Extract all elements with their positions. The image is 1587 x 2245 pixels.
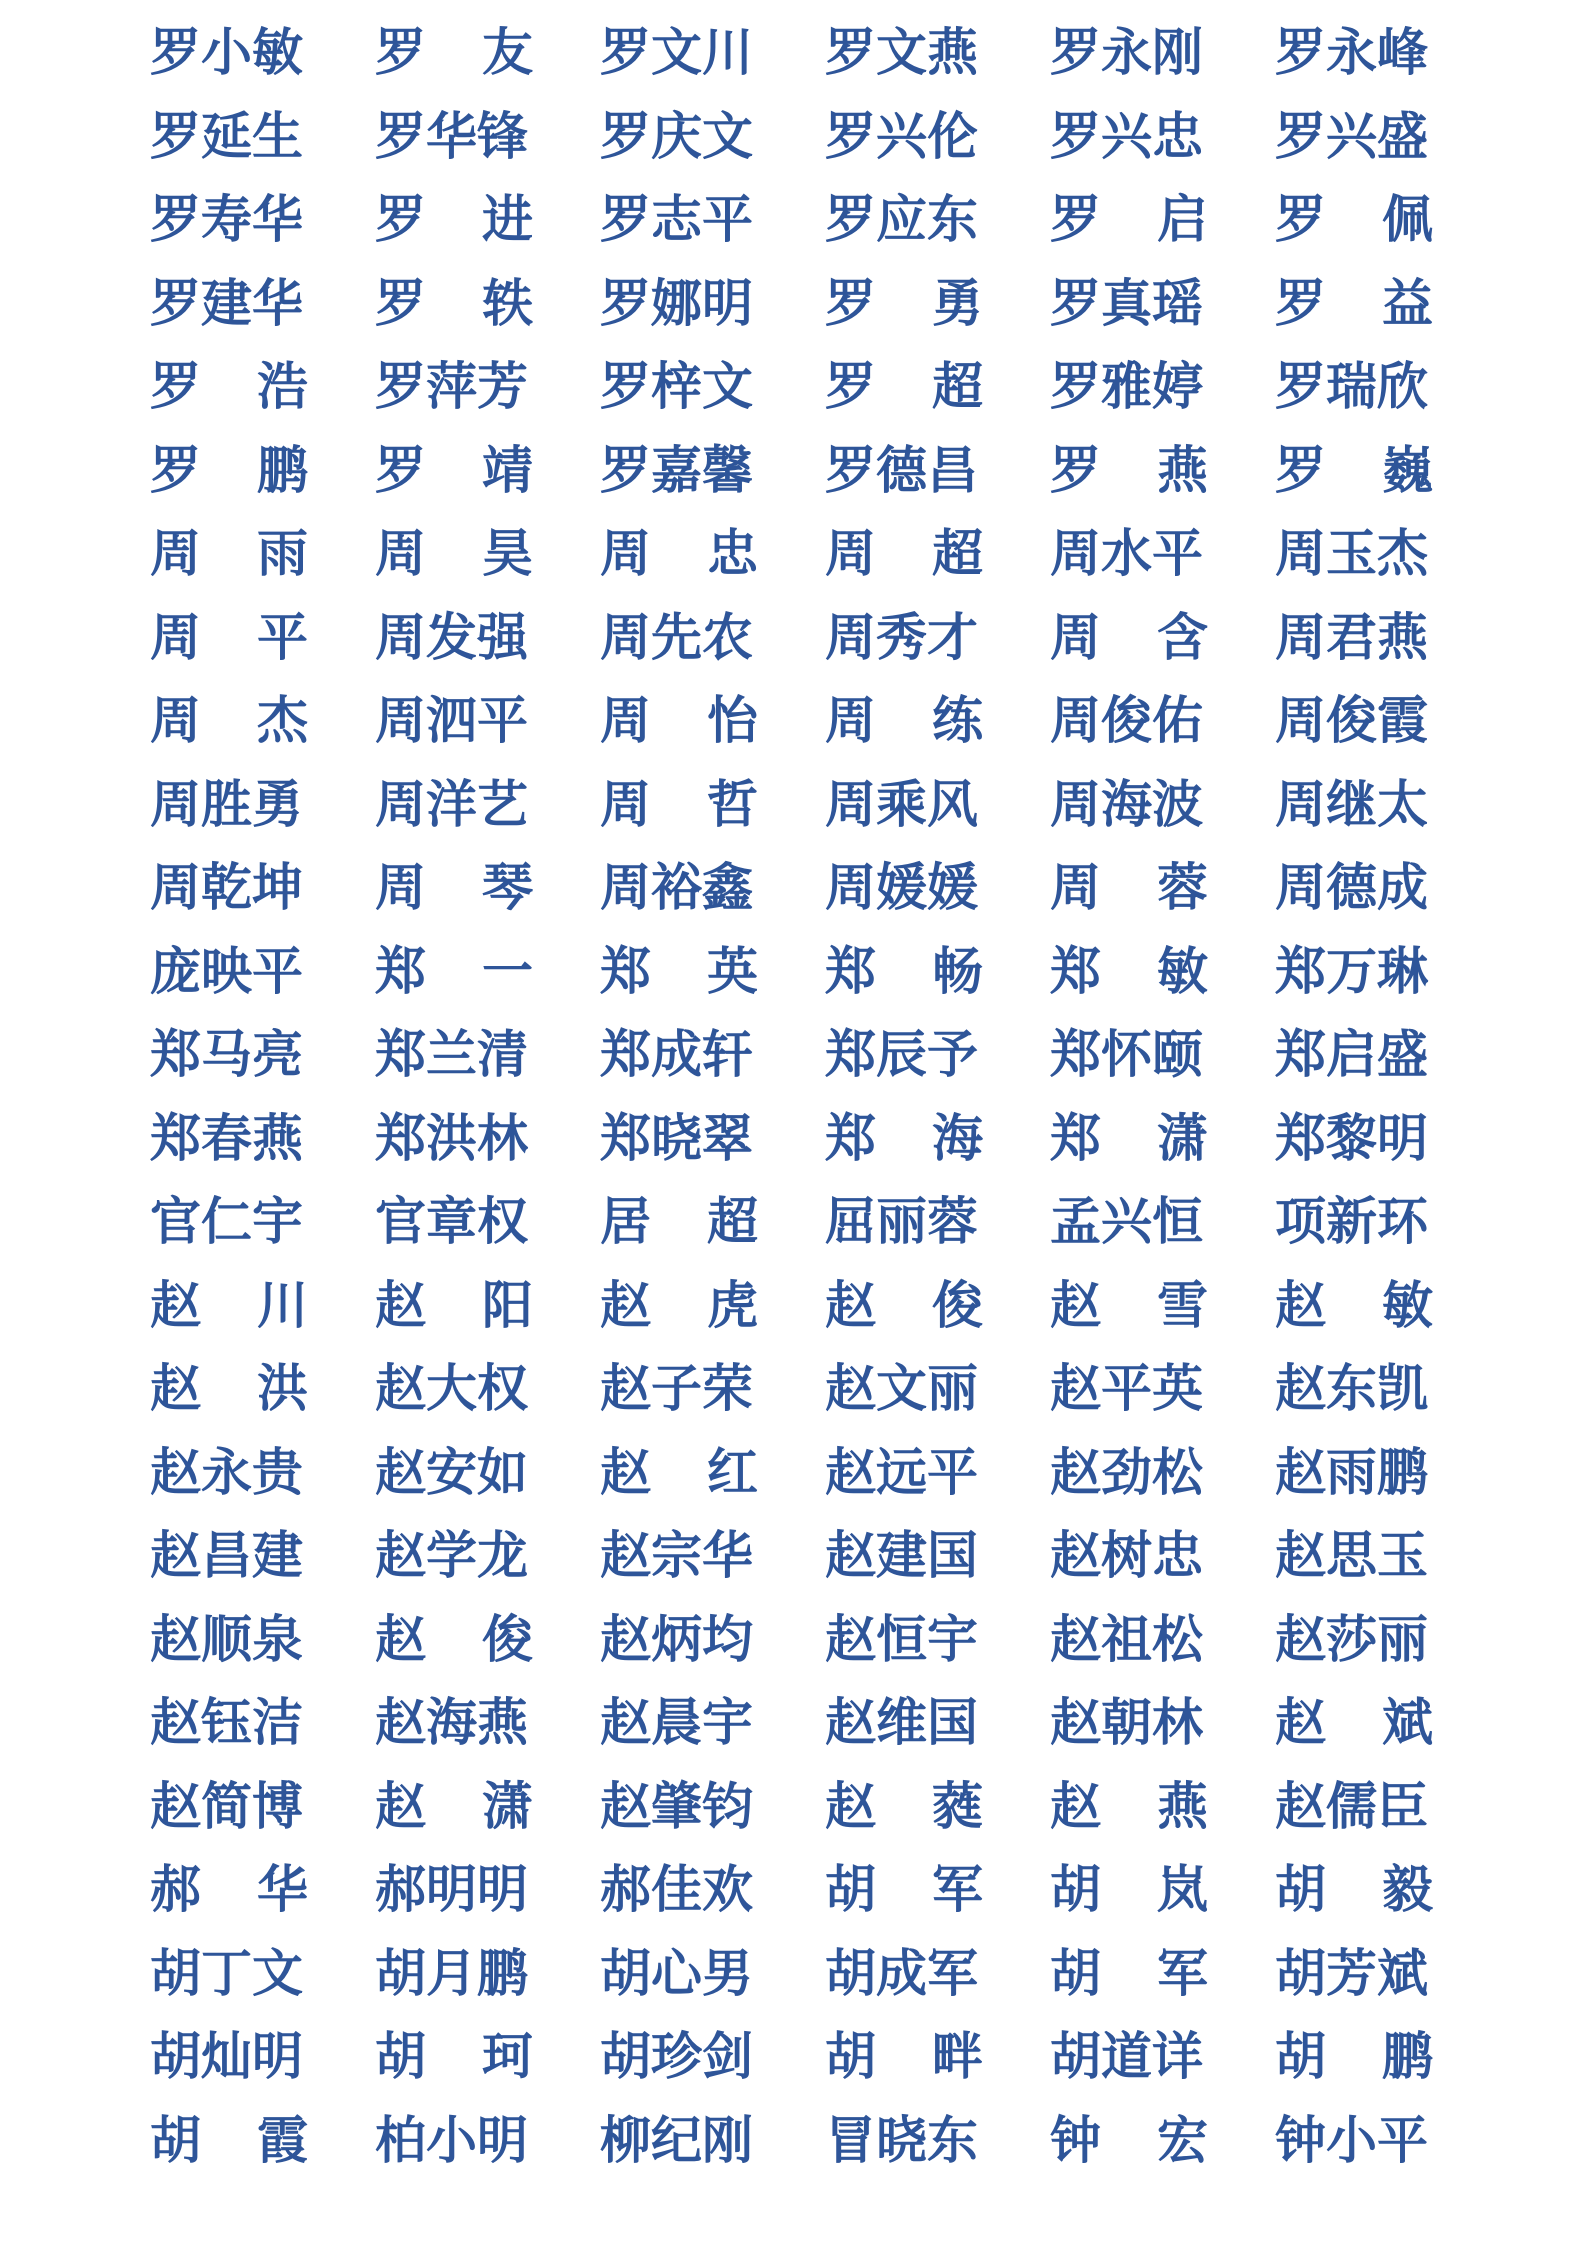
name-cell: 郑 英: [600, 941, 758, 1002]
name-cell: 郑启盛: [1275, 1025, 1429, 1086]
name-cell: 赵祖松: [1050, 1609, 1204, 1670]
name-cell: 周秀才: [825, 607, 979, 668]
name-cell: 周 忠: [600, 524, 758, 585]
name-cell: 胡 畔: [825, 2027, 983, 2088]
name-cell: 官仁宇: [150, 1192, 304, 1253]
name-cell: 赵昌建: [150, 1526, 304, 1587]
name-cell: 胡 岚: [1050, 1860, 1208, 1921]
name-cell: 罗 启: [1050, 190, 1208, 251]
name-cell: 赵恒宇: [825, 1609, 979, 1670]
name-cell: 周乘风: [825, 774, 979, 835]
name-cell: 赵 红: [600, 1442, 758, 1503]
name-cell: 赵大权: [375, 1359, 529, 1420]
name-cell: 罗庆文: [600, 106, 754, 167]
name-cell: 赵肇钧: [600, 1776, 754, 1837]
name-cell: 郑洪林: [375, 1108, 529, 1169]
name-cell: 周玉杰: [1275, 524, 1429, 585]
name-cell: 郑 畅: [825, 941, 983, 1002]
name-cell: 罗真瑶: [1050, 273, 1204, 334]
name-cell: 周 含: [1050, 607, 1208, 668]
name-cell: 郑 一: [375, 941, 533, 1002]
name-cell: 周发强: [375, 607, 529, 668]
name-cell: 赵学龙: [375, 1526, 529, 1587]
name-cell: 胡心男: [600, 1943, 754, 2004]
name-cell: 赵树忠: [1050, 1526, 1204, 1587]
name-cell: 胡成军: [825, 1943, 979, 2004]
name-cell: 赵 俊: [375, 1609, 533, 1670]
name-cell: 罗德昌: [825, 440, 979, 501]
name-cell: 赵 阳: [375, 1275, 533, 1336]
name-cell: 胡 霞: [150, 2110, 308, 2171]
name-cell: 郝 华: [150, 1860, 308, 1921]
name-cell: 郑春燕: [150, 1108, 304, 1169]
name-cell: 罗永刚: [1050, 23, 1204, 84]
name-cell: 罗兴忠: [1050, 106, 1204, 167]
name-cell: 赵宗华: [600, 1526, 754, 1587]
name-cell: 周裕鑫: [600, 858, 754, 919]
name-cell: 罗瑞欣: [1275, 357, 1429, 418]
name-cell: 罗小敏: [150, 23, 304, 84]
name-cell: 罗应东: [825, 190, 979, 251]
name-cell: 赵劲松: [1050, 1442, 1204, 1503]
name-cell: 罗永峰: [1275, 23, 1429, 84]
name-cell: 赵 燕: [1050, 1776, 1208, 1837]
name-cell: 柳纪刚: [600, 2110, 754, 2171]
name-cell: 郑 敏: [1050, 941, 1208, 1002]
name-cell: 胡珍剑: [600, 2027, 754, 2088]
name-cell: 罗 友: [375, 23, 533, 84]
name-cell: 罗萍芳: [375, 357, 529, 418]
name-cell: 罗兴伦: [825, 106, 979, 167]
name-cell: 罗 轶: [375, 273, 533, 334]
name-cell: 赵雨鹏: [1275, 1442, 1429, 1503]
name-cell: 孟兴恒: [1050, 1192, 1204, 1253]
name-cell: 罗 巍: [1275, 440, 1433, 501]
name-cell: 屈丽蓉: [825, 1192, 979, 1253]
name-cell: 赵思玉: [1275, 1526, 1429, 1587]
name-cell: 郑黎明: [1275, 1108, 1429, 1169]
name-cell: 胡 毅: [1275, 1860, 1433, 1921]
name-cell: 赵 潇: [375, 1776, 533, 1837]
name-cell: 周君燕: [1275, 607, 1429, 668]
name-cell: 罗 超: [825, 357, 983, 418]
name-cell: 郑 潇: [1050, 1108, 1208, 1169]
name-cell: 赵安如: [375, 1442, 529, 1503]
name-cell: 钟小平: [1275, 2110, 1429, 2171]
name-cell: 赵 虎: [600, 1275, 758, 1336]
name-cell: 周 杰: [150, 691, 308, 752]
name-cell: 赵简博: [150, 1776, 304, 1837]
name-cell: 郑怀颐: [1050, 1025, 1204, 1086]
name-cell: 郑成轩: [600, 1025, 754, 1086]
name-cell: 赵平英: [1050, 1359, 1204, 1420]
name-cell: 赵朝林: [1050, 1693, 1204, 1754]
name-cell: 罗娜明: [600, 273, 754, 334]
name-cell: 周水平: [1050, 524, 1204, 585]
name-cell: 周 雨: [150, 524, 308, 585]
name-cell: 冒晓东: [825, 2110, 979, 2171]
name-cell: 周俊佑: [1050, 691, 1204, 752]
name-cell: 赵维国: [825, 1693, 979, 1754]
name-cell: 郑兰清: [375, 1025, 529, 1086]
name-cell: 胡月鹏: [375, 1943, 529, 2004]
name-cell: 郑 海: [825, 1108, 983, 1169]
name-cell: 罗文燕: [825, 23, 979, 84]
name-cell: 居 超: [600, 1192, 758, 1253]
name-cell: 赵钰洁: [150, 1693, 304, 1754]
name-cell: 周 琴: [375, 858, 533, 919]
name-cell: 周 蓉: [1050, 858, 1208, 919]
name-cell: 赵海燕: [375, 1693, 529, 1754]
name-grid: [150, 12, 1440, 2183]
name-cell: 罗兴盛: [1275, 106, 1429, 167]
name-cell: 罗 益: [1275, 273, 1433, 334]
name-cell: 赵 雪: [1050, 1275, 1208, 1336]
name-cell: 赵子荣: [600, 1359, 754, 1420]
name-cell: 胡芳斌: [1275, 1943, 1429, 2004]
name-cell: 柏小明: [375, 2110, 529, 2171]
name-cell: 罗 鹏: [150, 440, 308, 501]
name-cell: 郑晓翠: [600, 1108, 754, 1169]
name-cell: 赵晨宇: [600, 1693, 754, 1754]
name-cell: 周 平: [150, 607, 308, 668]
name-cell: 周继太: [1275, 774, 1429, 835]
name-cell: 赵 洪: [150, 1359, 308, 1420]
name-cell: 周泗平: [375, 691, 529, 752]
name-cell: 罗 进: [375, 190, 533, 251]
name-cell: 胡 珂: [375, 2027, 533, 2088]
name-cell: 钟 宏: [1050, 2110, 1208, 2171]
name-cell: 周 练: [825, 691, 983, 752]
name-cell: 赵 斌: [1275, 1693, 1433, 1754]
name-cell: 周乾坤: [150, 858, 304, 919]
name-cell: 赵顺泉: [150, 1609, 304, 1670]
name-cell: 罗延生: [150, 106, 304, 167]
name-cell: 赵永贵: [150, 1442, 304, 1503]
name-cell: 郑万琳: [1275, 941, 1429, 1002]
name-cell: 胡道详: [1050, 2027, 1204, 2088]
name-cell: 罗雅婷: [1050, 357, 1204, 418]
name-cell: 项新环: [1275, 1192, 1429, 1253]
name-cell: 郑辰予: [825, 1025, 979, 1086]
name-cell: 罗嘉馨: [600, 440, 754, 501]
name-cell: 罗志平: [600, 190, 754, 251]
name-cell: 周 超: [825, 524, 983, 585]
name-cell: 罗梓文: [600, 357, 754, 418]
name-cell: 周 怡: [600, 691, 758, 752]
name-cell: 周先农: [600, 607, 754, 668]
name-cell: 罗文川: [600, 23, 754, 84]
name-cell: 赵文丽: [825, 1359, 979, 1420]
name-cell: 赵 俊: [825, 1275, 983, 1336]
name-cell: 庞映平: [150, 941, 304, 1002]
name-cell: 郝明明: [375, 1860, 529, 1921]
name-cell: 罗 浩: [150, 357, 308, 418]
name-cell: 胡 军: [1050, 1943, 1208, 2004]
name-cell: 赵建国: [825, 1526, 979, 1587]
name-cell: 赵儒臣: [1275, 1776, 1429, 1837]
name-cell: 罗 燕: [1050, 440, 1208, 501]
name-cell: 胡灿明: [150, 2027, 304, 2088]
name-cell: 郝佳欢: [600, 1860, 754, 1921]
name-cell: 胡丁文: [150, 1943, 304, 2004]
name-cell: 赵 川: [150, 1275, 308, 1336]
name-cell: 赵 蕤: [825, 1776, 983, 1837]
name-cell: 罗华锋: [375, 106, 529, 167]
name-cell: 周海波: [1050, 774, 1204, 835]
name-cell: 郑马亮: [150, 1025, 304, 1086]
name-cell: 罗 勇: [825, 273, 983, 334]
name-cell: 胡 军: [825, 1860, 983, 1921]
name-cell: 周德成: [1275, 858, 1429, 919]
name-cell: 赵远平: [825, 1442, 979, 1503]
name-cell: 赵炳均: [600, 1609, 754, 1670]
name-cell: 周洋艺: [375, 774, 529, 835]
name-cell: 赵 敏: [1275, 1275, 1433, 1336]
name-cell: 赵东凯: [1275, 1359, 1429, 1420]
name-cell: 官章权: [375, 1192, 529, 1253]
name-cell: 赵莎丽: [1275, 1609, 1429, 1670]
name-cell: 周胜勇: [150, 774, 304, 835]
name-cell: 罗建华: [150, 273, 304, 334]
name-cell: 周 昊: [375, 524, 533, 585]
name-cell: 罗 靖: [375, 440, 533, 501]
name-cell: 周俊霞: [1275, 691, 1429, 752]
name-cell: 周 哲: [600, 774, 758, 835]
name-cell: 罗寿华: [150, 190, 304, 251]
name-cell: 周媛媛: [825, 858, 979, 919]
name-cell: 胡 鹏: [1275, 2027, 1433, 2088]
name-cell: 罗 佩: [1275, 190, 1433, 251]
